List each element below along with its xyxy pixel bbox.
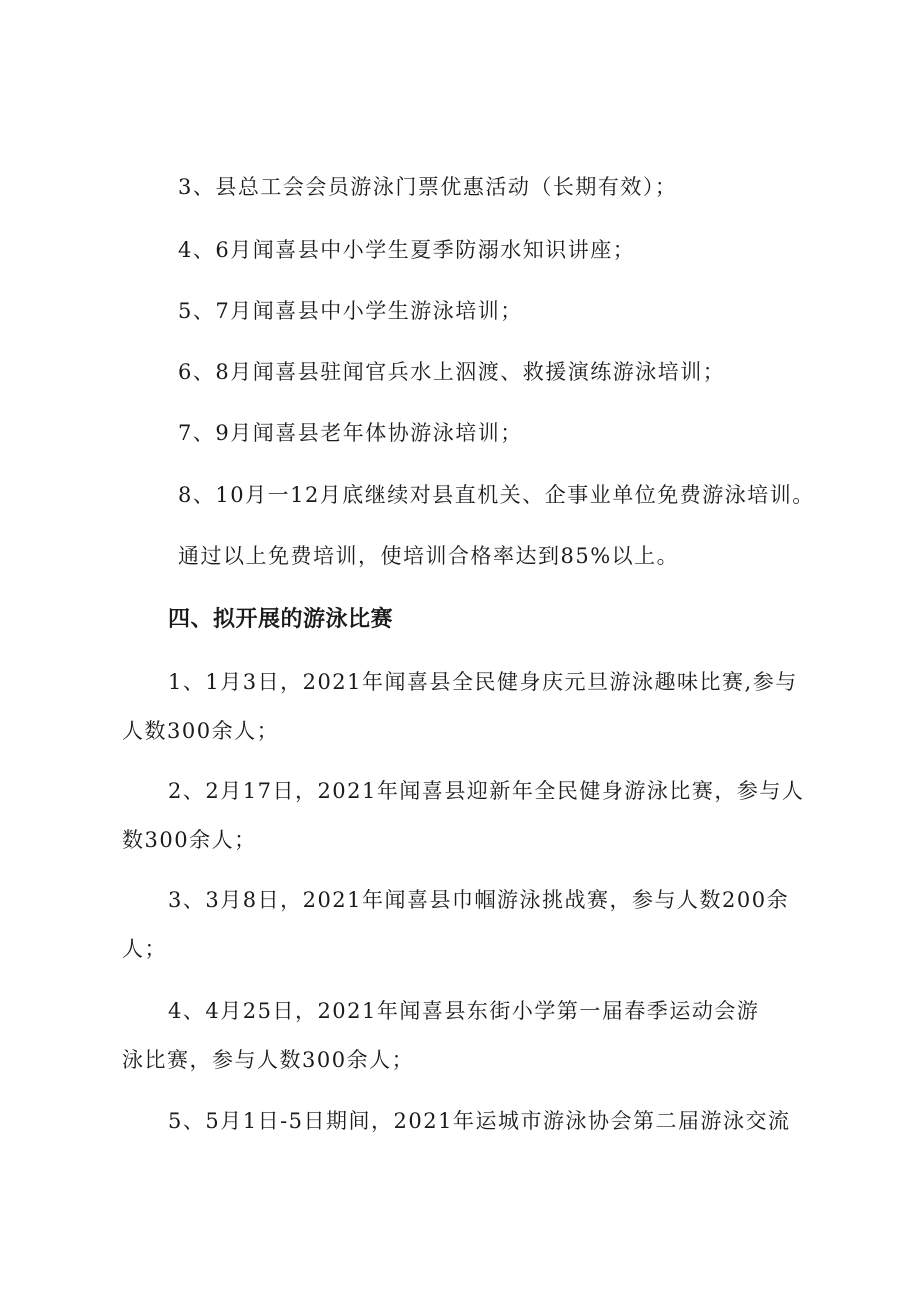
section-heading: 四、拟开展的游泳比赛 [168,607,394,632]
competition-3-line-1: 3、3月8日，2021年闻喜县巾帼游泳挑战赛，参与人数200余 [168,888,790,912]
competition-4-line-2: 泳比赛，参与人数300余人； [122,1048,415,1072]
competition-5-line-1: 5、5月1日-5日期间，2021年运城市游泳协会第二届游泳交流 [168,1109,791,1133]
competition-4-line-1: 4、4月25日，2021年闻喜县东街小学第一届春季运动会游 [168,999,760,1023]
training-summary: 通过以上免费培训，使培训合格率达到85%以上。 [178,544,680,568]
competition-2-line-2: 数300余人； [122,828,257,852]
competition-1-line-1: 1、1月3日，2021年闻喜县全民健身庆元旦游泳趣味比赛,参与 [168,670,798,694]
competition-2-line-1: 2、2月17日，2021年闻喜县迎新年全民健身游泳比赛，参与人 [168,779,805,803]
competition-1-line-2: 人数300余人； [122,719,280,743]
training-item-7: 7、9月闻喜县老年体协游泳培训； [178,421,523,445]
training-item-3: 3、县总工会会员游泳门票优惠活动（长期有效）； [178,175,678,199]
competition-3-line-2: 人； [122,937,167,961]
training-item-8: 8、10月一12月底继续对县直机关、企事业单位免费游泳培训。 [178,483,815,507]
training-item-6: 6、8月闻喜县驻闻官兵水上泅渡、救援演练游泳培训； [178,360,726,384]
training-item-5: 5、7月闻喜县中小学生游泳培训； [178,299,523,323]
training-item-4: 4、6月闻喜县中小学生夏季防溺水知识讲座； [178,238,636,262]
